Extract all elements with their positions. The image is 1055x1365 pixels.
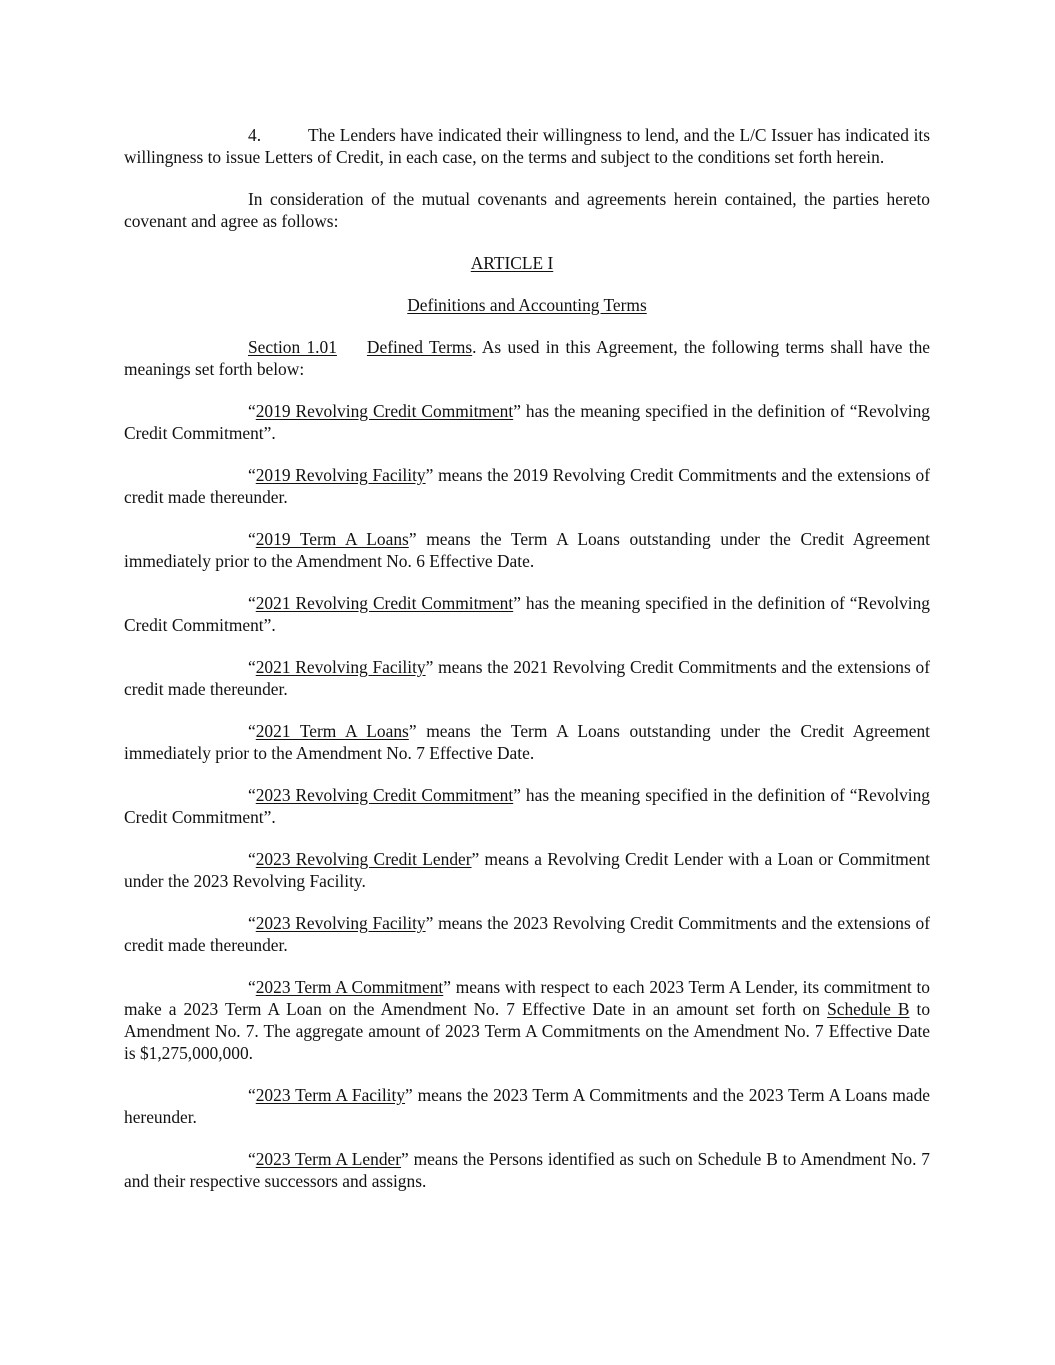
article-heading: ARTICLE I (470, 253, 554, 273)
defined-term: 2023 Revolving Credit Lender (255, 849, 472, 869)
defined-term: 2021 Revolving Facility (255, 657, 426, 677)
recital-4 (124, 124, 930, 168)
definition-text: has the meaning specified in the definition of “Revolving Credit Commitment”. (124, 401, 930, 443)
definition-text: means the 2023 Term A Commitments and the 2023 Term A Loans made hereunder. (124, 1085, 930, 1127)
definition-text: means the Persons identified as such on Schedule B to Amendment No. 7 and their respective successors and assigns. (124, 1149, 931, 1191)
definition-item: “2019 Revolving Facility” means the 2019 Revolving Credit Commitments and the extensions of credit made thereunder. (124, 465, 930, 507)
definition-item: “2021 Term A Loans” means the Term A Loans outstanding under the Credit Agreement immediately prior to the Amendment No. 7 Effective Date. (124, 721, 930, 763)
definition-text: means the Term A Loans outstanding under the Credit Agreement immediately prior to the Amendment No. 7 Effective Date. (124, 721, 930, 763)
definition-text: means the Term A Loans outstanding under the Credit Agreement immediately prior to the Amendment No. 6 Effective Date. (124, 529, 930, 571)
definition-item: “2023 Revolving Credit Lender” means a Revolving Credit Lender with a Loan or Commitment under the 2023 Revolving Facility. (124, 849, 931, 891)
definition-text: means the 2021 Revolving Credit Commitments and the extensions of credit made thereunder. (124, 657, 930, 699)
article-subheading: Definitions and Accounting Terms (407, 295, 647, 315)
definition-text: has the meaning specified in the definition of “Revolving Credit Commitment”. (124, 593, 930, 635)
recital-number: 4. (248, 125, 262, 145)
definition-item: “2023 Term A Lender” means the Persons identified as such on Schedule B to Amendment No. 7 and their respective successors and assigns. (124, 1149, 931, 1191)
section-number: Section 1.01 Defined Terms (248, 337, 473, 357)
definition-text: means the 2019 Revolving Credit Commitments and the extensions of credit made thereunder. (124, 465, 930, 507)
definition-item: “2021 Revolving Credit Commitment” has the meaning specified in the definition of “Revolving Credit Commitment”. (124, 593, 930, 635)
definition-text: means the 2023 Revolving Credit Commitments and the extensions of credit made thereunder. (124, 913, 930, 955)
defined-term: 2023 Revolving Facility (255, 913, 426, 933)
defined-term: 2023 Term A Lender (255, 1149, 402, 1169)
defined-term: 2023 Revolving Credit Commitment (255, 785, 514, 805)
defined-term: 2019 Term A Loans (255, 529, 409, 549)
document-page (124, 124, 930, 1212)
definition-item: “2021 Revolving Facility” means the 2021 Revolving Credit Commitments and the extensions of credit made thereunder. (124, 657, 930, 699)
defined-term: 2019 Revolving Credit Commitment (255, 401, 514, 421)
definition-item: “2023 Revolving Credit Commitment” has the meaning specified in the definition of “Revolving Credit Commitment”. (124, 785, 930, 827)
defined-term: 2021 Revolving Credit Commitment (255, 593, 514, 613)
recital-text: The Lenders have indicated their willingness to lend, and the L/C Issuer has indicated its willingness to issue Letters of Credit, in each case, on the terms and subject to the conditions set forth herein. (124, 125, 930, 167)
section-1-01 (124, 336, 930, 380)
defined-term: 2021 Term A Loans (255, 721, 409, 741)
section-intro: . As used in this Agreement, the following terms shall have the meanings set forth below: (124, 337, 930, 379)
section-title: Defined Terms (366, 337, 473, 357)
definition-item: “2023 Revolving Facility” means the 2023 Revolving Credit Commitments and the extensions of credit made thereunder. (124, 913, 930, 955)
definition-text: means a Revolving Credit Lender with a Loan or Commitment under the 2023 Revolving Facility. (124, 849, 931, 891)
definition-item: “2023 Term A Facility” means the 2023 Term A Commitments and the 2023 Term A Loans made hereunder. (124, 1085, 930, 1127)
definition-text: to Amendment No. 7. The aggregate amount of 2023 Term A Commitments on the Amendment No. 7 Effective Date is $1,275,000,000. (124, 999, 931, 1063)
defined-term: 2019 Revolving Facility (255, 465, 426, 485)
definition-item: “2023 Term A Commitment” means with respect to each 2023 Term A Lender, its commitment to make a 2023 Term A Loan on the Amendment No. 7 Effective Date in an amount set forth on Schedule B to Amendment No. 7. The aggregate amount of 2023 Term A Commitments on the Amendment No. 7 Effective Date is $1,275,000,000. (124, 977, 931, 1063)
definition-text: means with respect to each 2023 Term A Lender, its commitment to make a 2023 Term A Loan on the Amendment No. 7 Effective Date in an amount set forth on (124, 977, 930, 1019)
definition-item: “2019 Revolving Credit Commitment” has the meaning specified in the definition of “Revolving Credit Commitment”. (124, 401, 930, 443)
consideration-paragraph: In consideration of the mutual covenants and agreements herein contained, the parties hereto covenant and agree as follows: (124, 189, 930, 231)
definition-text: has the meaning specified in the definition of “Revolving Credit Commitment”. (124, 785, 930, 827)
schedule-b-reference: Schedule B (827, 999, 910, 1019)
defined-term: 2023 Term A Facility (255, 1085, 406, 1105)
definition-item: “2019 Term A Loans” means the Term A Loans outstanding under the Credit Agreement immediately prior to the Amendment No. 6 Effective Date. (124, 529, 930, 571)
defined-term: 2023 Term A Commitment (255, 977, 444, 997)
